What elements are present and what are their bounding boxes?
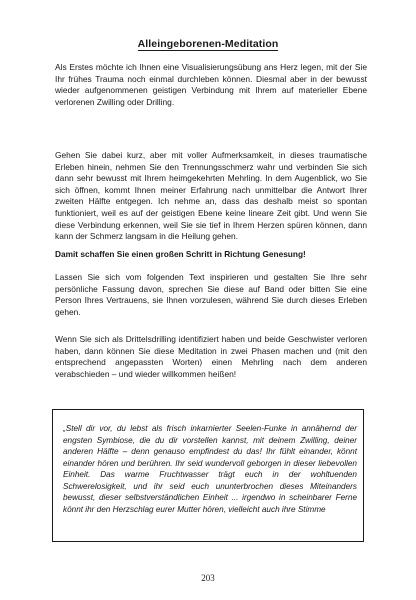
meditation-quote: „Stell dir vor, du lebst als frisch inkarnierter Seelen-Funke in annähernd der engsten Symbiose, die du dir vorstellen kannst, mit deinem Zwilling, deiner anderen Hälfte – denn genauso empfindest du das! Ihr fühlt einander, könnt einander hören und berühren. Ihr seid wundervoll geborgen in dieser liebevollen Einheit. Das warme Fruchtwasser trägt euch in der wohltuenden Schwerelosigkeit, und ihr seid euch ununterbrochen dieses Miteinanders bewusst, dieser selbstverständlichen Einheit ... irgendwo in scheinbarer Ferne könnt ihr den Herzschlag eurer Mutter hören, vielleicht auch ihre Stimme bbox=[63, 424, 357, 514]
paragraph-triplet-note: Wenn Sie sich als Drittelsdrilling identifiziert haben und beide Geschwister verloren haben, dann können Sie diese Meditation in zwei Phasen machen und (mit den entsprechend angepassten Worten) einen Mehrling nach dem anderen verabschieden – und wieder willkommen heißen! bbox=[55, 334, 367, 379]
paragraph-emphasis: Damit schaffen Sie einen großen Schritt in Richtung Genesung! bbox=[55, 249, 306, 259]
page-title-text: Alleingeborenen-Meditation bbox=[137, 38, 279, 50]
paragraph-intro: Als Erstes möchte ich Ihnen eine Visualisierungsübung ans Herz legen, mit der Sie Ihr frühes Trauma noch einmal durchleben können. Diesmal aber in der bewusst wieder aufgenommenen geistigen Verbindung mit Ihrem auf materieller Ebene verlorenen Zwilling oder Drilling. bbox=[55, 62, 367, 107]
page-title bbox=[0, 38, 416, 50]
page-number: 203 bbox=[201, 573, 215, 583]
meditation-text-box bbox=[52, 409, 364, 542]
paragraph-inspiration: Lassen Sie sich vom folgenden Text inspirieren und gestalten Sie Ihre sehr persönliche Fassung davon, sprechen Sie diese auf Band oder bitten Sie eine Person Ihres Vertrauens, sie Ihnen vorzulesen, während Sie durch dieses Erleben gehen. bbox=[55, 272, 367, 317]
paragraph-instructions: Gehen Sie dabei kurz, aber mit voller Aufmerksamkeit, in dieses traumatische Erleben hinein, nehmen Sie den Trennungsschmerz wahr und verbinden Sie sich dann sehr bewusst mit Ihrem heimgekehrten Mehrling. In dem Augenblick, wo Sie sich öffnen, kommt Ihnen meiner Erfahrung nach unmittelbar die Antwort Ihrer zweiten Hälfte entgegen. Ich nehme an, dass das deshalb meist so spontan funktioniert, weil es auf der geistigen Ebene keine lineare Zeit gibt. Und wenn Sie diese Verbindung erkennen, weil Sie sie tief in Ihrem Herzen spüren können, dann kann der Schmerz langsam in die Heilung gehen. bbox=[55, 150, 367, 242]
